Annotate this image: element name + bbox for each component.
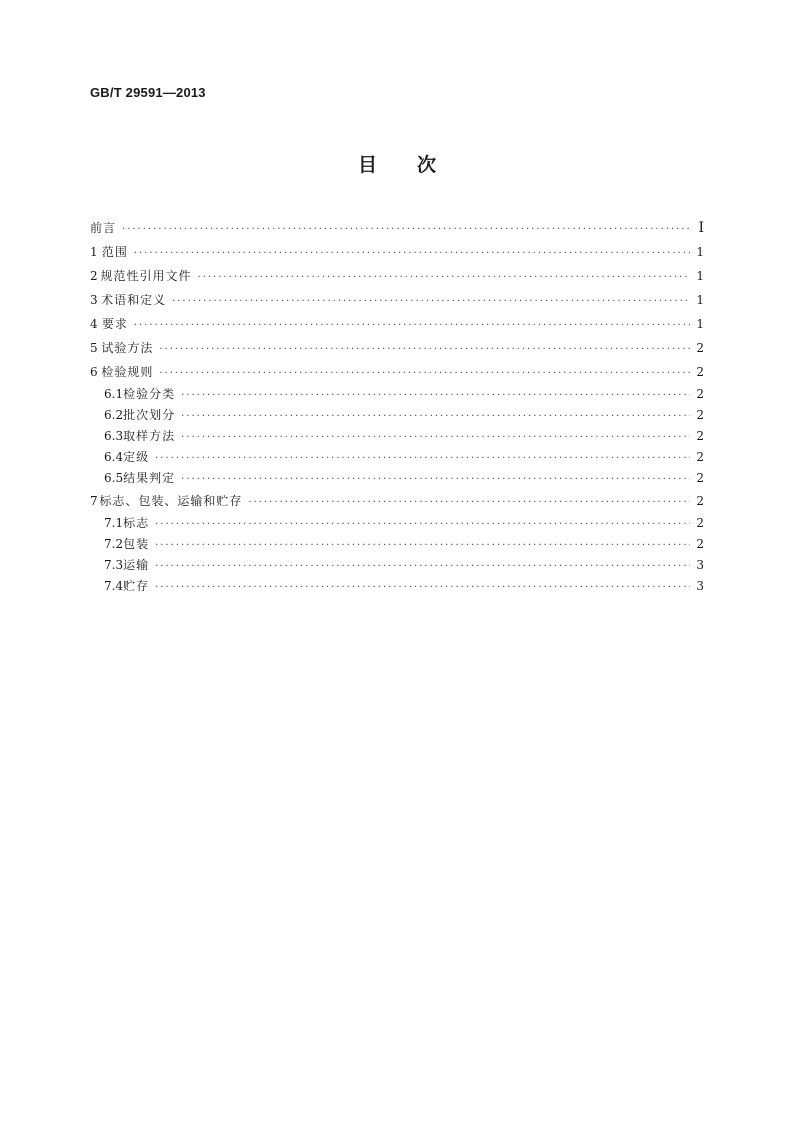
toc-entry-label: 定级 (123, 450, 150, 464)
toc-entry-number: 5 (90, 341, 98, 355)
toc-entry-page: 1 (696, 269, 704, 283)
toc-entry-5[interactable] (90, 336, 704, 360)
toc-entry-page: 1 (696, 245, 704, 259)
dot-leader (172, 290, 690, 314)
dot-leader (159, 362, 690, 386)
dot-leader (155, 577, 690, 598)
dot-leader (134, 242, 690, 266)
dot-leader (181, 427, 690, 448)
toc-entry-number: 7.1 (104, 516, 124, 530)
dot-leader (155, 448, 690, 469)
toc-entry-label: 前言 (90, 221, 117, 235)
toc-entry-number: 6.3 (104, 429, 124, 443)
toc-entry-number: 4 (90, 317, 98, 331)
toc-entry-number: 7 (90, 494, 98, 508)
dot-leader (155, 535, 690, 556)
toc-entry-7[interactable] (90, 489, 704, 513)
toc-entry-label: 标志 (123, 516, 150, 530)
toc-entry-label: 检验规则 (101, 365, 154, 379)
toc-entry-6[interactable] (90, 360, 704, 384)
toc-entry-number: 2 (90, 269, 98, 283)
toc-entry-label: 包装 (123, 537, 150, 551)
dot-leader (134, 314, 690, 338)
toc-entry-number: 7.4 (104, 579, 124, 593)
toc-entry-7-3[interactable] (90, 555, 704, 576)
dot-leader (159, 338, 690, 362)
toc-entry-label: 范围 (101, 245, 128, 259)
toc-entry-label: 规范性引用文件 (100, 269, 192, 283)
toc-entry-6-3[interactable] (90, 426, 704, 447)
toc-entry-label: 结果判定 (123, 471, 176, 485)
toc-entry-number: 6.1 (104, 387, 124, 401)
toc-entry-page: 2 (696, 537, 704, 551)
toc-entry-page: 2 (696, 387, 704, 401)
toc-entry-page: 2 (696, 408, 704, 422)
dot-leader (155, 556, 690, 577)
toc-entry-number: 6 (90, 365, 98, 379)
toc-entry-label: 要求 (101, 317, 128, 331)
page-title (0, 150, 794, 177)
toc-entry-1[interactable] (90, 240, 704, 264)
title-char-2: 次 (417, 154, 437, 176)
toc-entry-page: 2 (696, 494, 704, 508)
dot-leader (181, 406, 690, 427)
toc-entry-label: 标志、包装、运输和贮存 (99, 494, 243, 508)
toc-entry-page: 1 (696, 317, 704, 331)
table-of-contents (90, 216, 704, 597)
toc-entry-label: 检验分类 (123, 387, 176, 401)
toc-entry-page: 2 (696, 516, 704, 530)
dot-leader (198, 266, 690, 290)
toc-entry-page: 2 (696, 365, 704, 379)
toc-entry-number: 6.2 (104, 408, 124, 422)
toc-entry-page: I (698, 220, 704, 236)
toc-entry-7-4[interactable] (90, 576, 704, 597)
document-code: GB/T 29591—2013 (90, 85, 206, 100)
toc-entry-number: 6.5 (104, 471, 124, 485)
toc-entry-2[interactable] (90, 264, 704, 288)
toc-entry-label: 术语和定义 (101, 293, 167, 307)
toc-entry-label: 批次划分 (123, 408, 176, 422)
toc-entry-label: 贮存 (123, 579, 150, 593)
dot-leader (181, 385, 690, 406)
dot-leader (248, 491, 690, 515)
dot-leader (122, 218, 690, 242)
toc-entry-number: 1 (90, 245, 98, 259)
toc-entry-page: 3 (696, 579, 704, 593)
toc-entry-page: 2 (696, 341, 704, 355)
toc-entry-7-2[interactable] (90, 534, 704, 555)
toc-entry-6-2[interactable] (90, 405, 704, 426)
toc-entry-7-1[interactable] (90, 513, 704, 534)
toc-entry-number: 7.3 (104, 558, 124, 572)
toc-entry-page: 1 (696, 293, 704, 307)
toc-entry-number: 6.4 (104, 450, 124, 464)
toc-entry-4[interactable] (90, 312, 704, 336)
toc-entry-label: 试验方法 (101, 341, 154, 355)
title-char-1: 目 (357, 154, 377, 176)
toc-entry-6-1[interactable] (90, 384, 704, 405)
toc-entry-page: 2 (696, 429, 704, 443)
toc-entry-page: 2 (696, 471, 704, 485)
toc-entry-6-4[interactable] (90, 447, 704, 468)
toc-entry-page: 2 (696, 450, 704, 464)
toc-entry-page: 3 (696, 558, 704, 572)
toc-entry-label: 取样方法 (123, 429, 176, 443)
toc-entry-6-5[interactable] (90, 468, 704, 489)
dot-leader (181, 469, 690, 490)
toc-entry-foreword[interactable] (90, 216, 704, 240)
toc-entry-label: 运输 (123, 558, 150, 572)
dot-leader (155, 514, 690, 535)
toc-entry-number: 3 (90, 293, 98, 307)
toc-entry-3[interactable] (90, 288, 704, 312)
toc-entry-number: 7.2 (104, 537, 124, 551)
